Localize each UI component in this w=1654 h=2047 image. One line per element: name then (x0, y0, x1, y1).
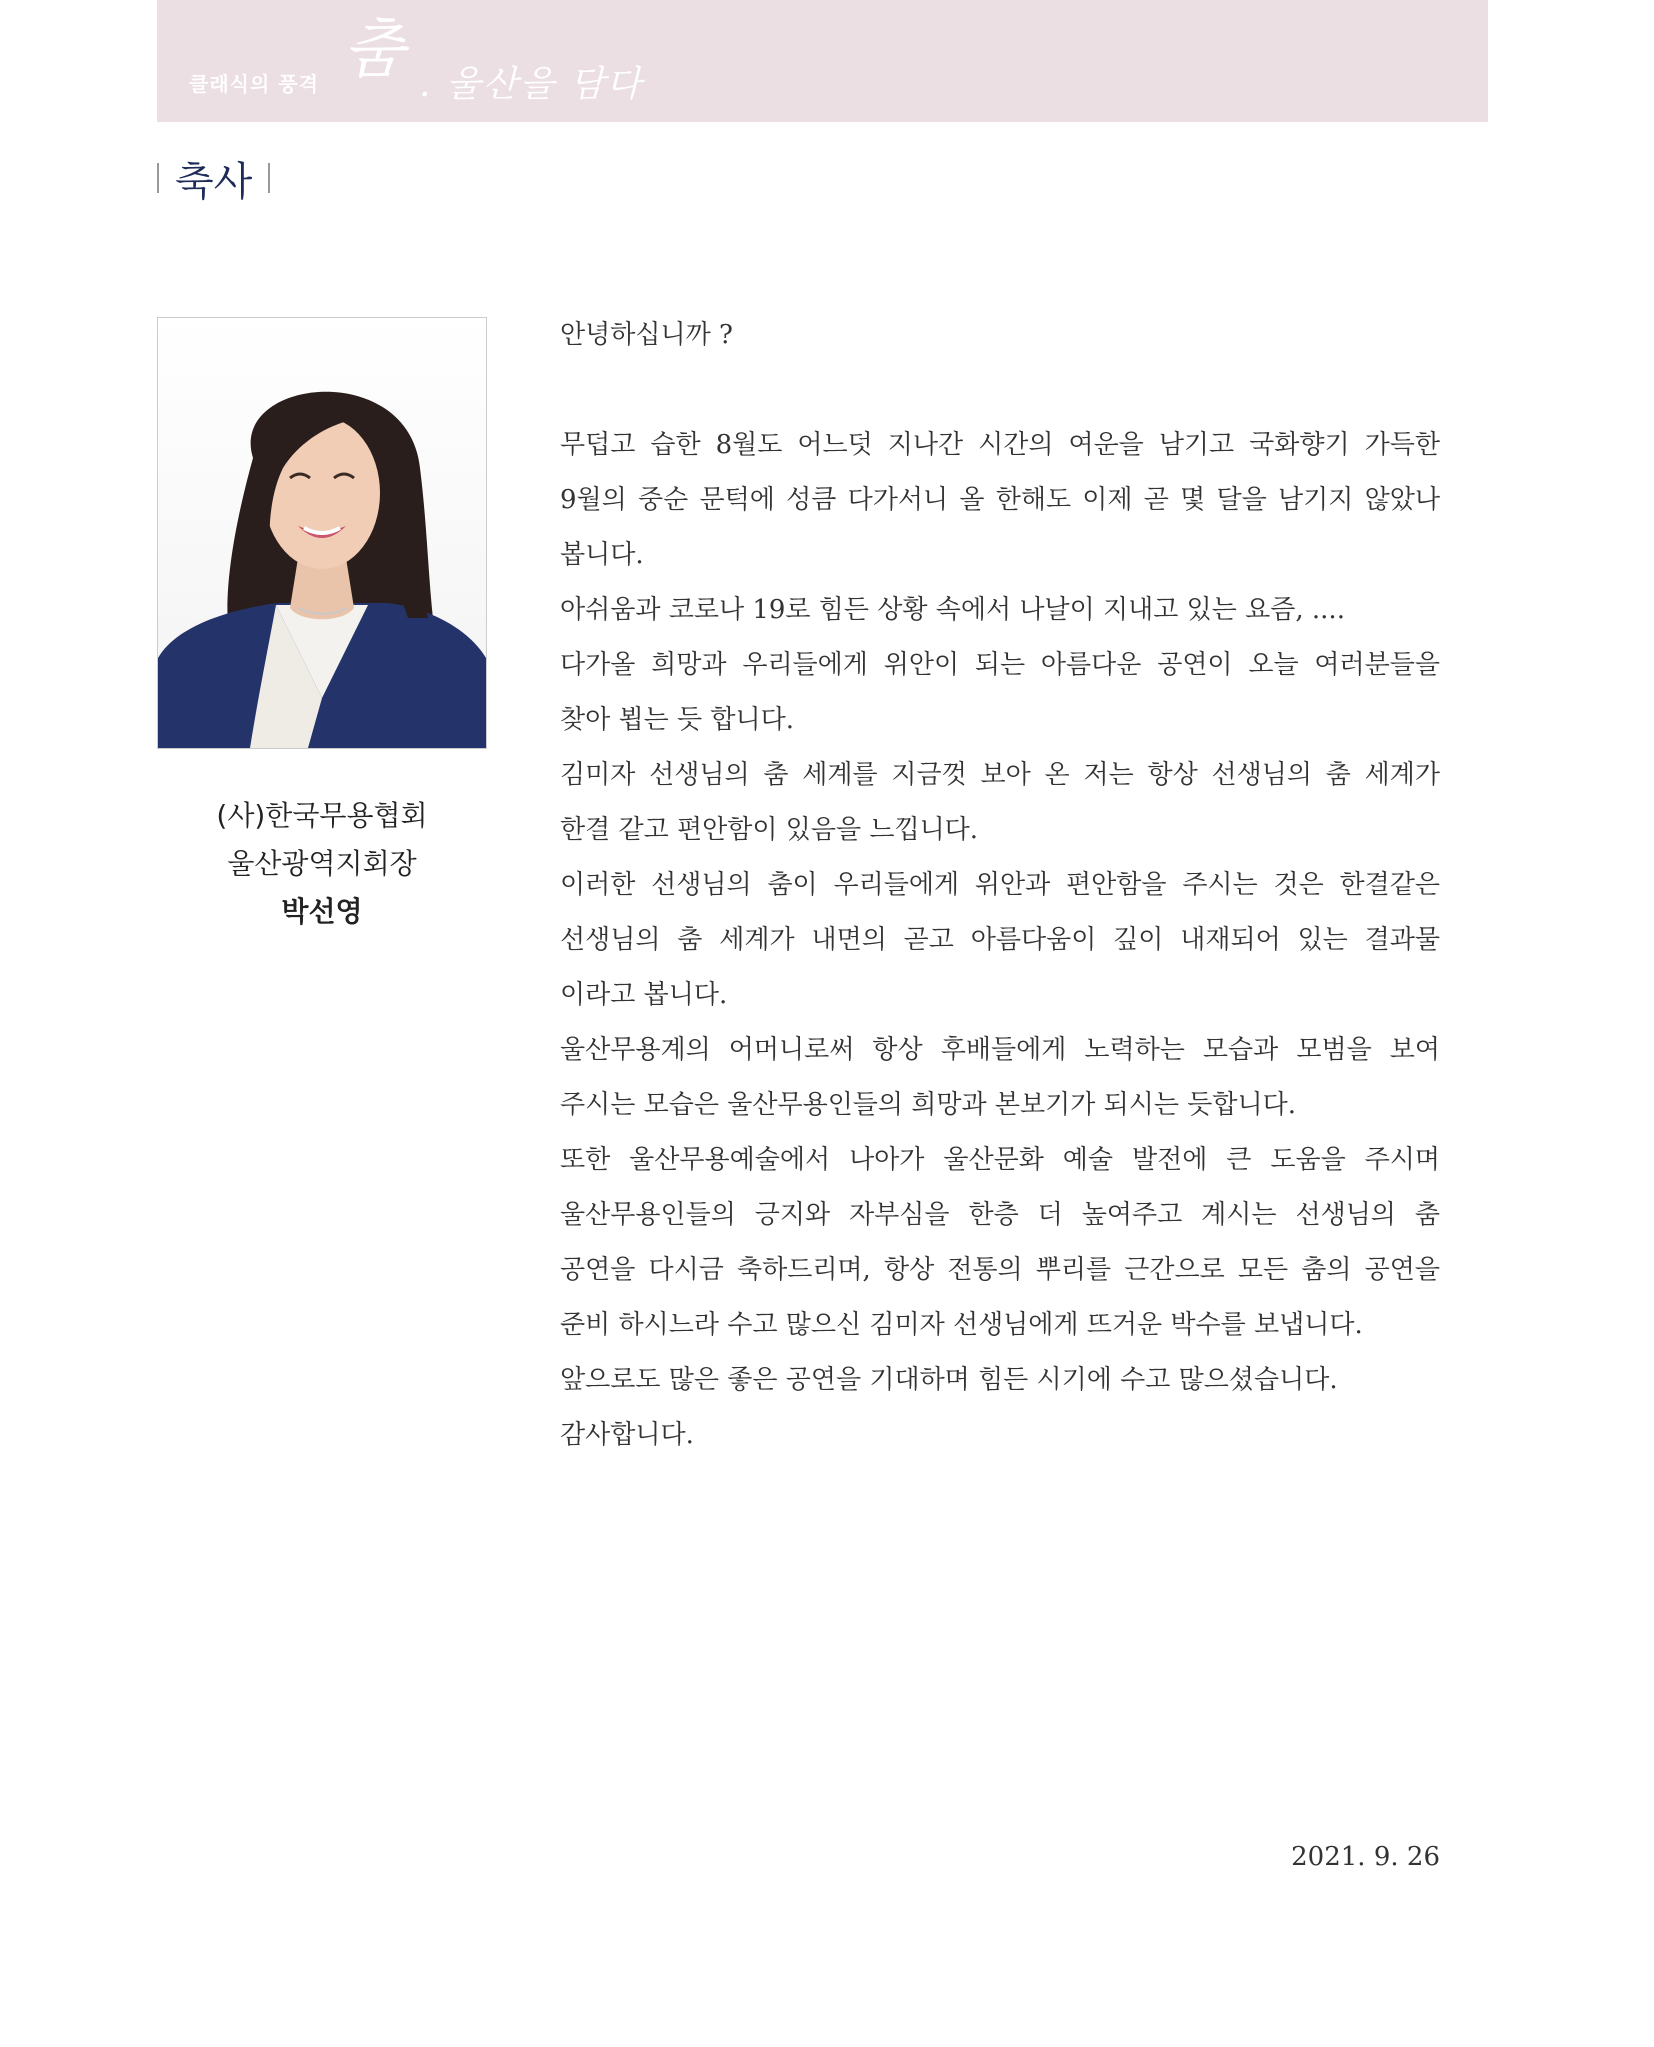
letter-line: 봅니다. (560, 540, 644, 570)
letter-line: 김미자 선생님의 춤 세계를 지금껏 보아 온 저는 항상 선생님의 춤 세계가 (560, 760, 1440, 790)
letter-line: 감사합니다. (560, 1420, 694, 1450)
letter-line: 찾아 뵙는 듯 합니다. (560, 705, 794, 735)
letter-line: 이라고 봅니다. (560, 980, 728, 1010)
letter-line: 9월의 중순 문턱에 성큼 다가서니 올 한해도 이제 곧 몇 달을 남기지 않았나 (560, 485, 1440, 515)
letter-date: 2021. 9. 26 (1291, 1842, 1440, 1872)
heading-bar-right (268, 163, 270, 193)
header-banner (157, 0, 1488, 122)
banner-calligraphy-mark: 춤 (343, 13, 405, 87)
section-heading (157, 150, 270, 206)
author-organization: (사)한국무용협회 (216, 799, 428, 832)
letter-line: 주시는 모습은 울산무용인들의 희망과 본보기가 되시는 듯합니다. (560, 1090, 1296, 1120)
banner-series-prefix: 클래식의 풍격 (189, 72, 319, 96)
letter-line: 공연을 다시금 축하드리며, 항상 전통의 뿌리를 근간으로 모든 춤의 공연을 (560, 1255, 1440, 1285)
letter-line: 아쉬움과 코로나 19로 힘든 상황 속에서 나날이 지내고 있는 요즘, .... (560, 595, 1345, 625)
portrait-illustration (158, 318, 486, 748)
letter-line: 한결 같고 편안함이 있음을 느낍니다. (560, 815, 979, 845)
portrait-photo (157, 317, 487, 749)
author-caption (157, 792, 487, 936)
letter-line: 이러한 선생님의 춤이 우리들에게 위안과 편안함을 주시는 것은 한결같은 (560, 870, 1440, 900)
letter-line: 다가올 희망과 우리들에게 위안이 되는 아름다운 공연이 오늘 여러분들을 (560, 650, 1440, 680)
letter-line: 준비 하시느라 수고 많으신 김미자 선생님에게 뜨거운 박수를 보냅니다. (560, 1310, 1363, 1340)
author-position: 울산광역지회장 (227, 847, 417, 880)
letter-line: 선생님의 춤 세계가 내면의 곧고 아름다움이 깊이 내재되어 있는 결과물 (560, 925, 1440, 955)
section-title: 축사 (175, 158, 253, 205)
letter-line: 앞으로도 많은 좋은 공연을 기대하며 힘든 시기에 수고 많으셨습니다. (560, 1365, 1338, 1395)
letter-line: 또한 울산무용예술에서 나아가 울산문화 예술 발전에 큰 도움을 주시며 (560, 1145, 1440, 1175)
heading-bar-left (157, 163, 159, 193)
author-name: 박선영 (281, 895, 363, 928)
letter-line: 울산무용계의 어머니로써 항상 후배들에게 노력하는 모습과 모범을 보여 (560, 1035, 1440, 1065)
banner-series-title: . 울산을 담다 (419, 64, 644, 105)
paragraph-gap (560, 363, 1440, 418)
letter-line: 울산무용인들의 긍지와 자부심을 한층 더 높여주고 계시는 선생님의 춤 (560, 1200, 1440, 1230)
letter-body (560, 308, 1440, 1463)
letter-line: 무덥고 습한 8월도 어느덧 지나간 시간의 여운을 남기고 국화향기 가득한 (560, 430, 1440, 460)
letter-greeting: 안녕하십니까 ? (560, 320, 733, 350)
